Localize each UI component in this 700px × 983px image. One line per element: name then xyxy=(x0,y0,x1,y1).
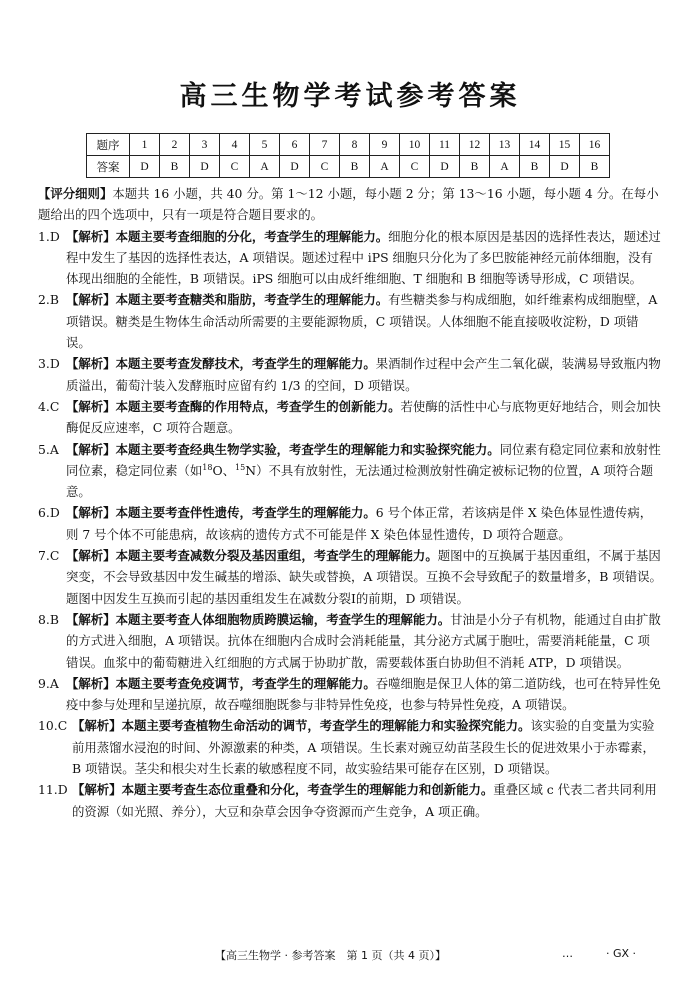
explanation-item-10 xyxy=(38,715,662,779)
footer-code: · GX · xyxy=(606,947,637,960)
answer-cell: B xyxy=(460,156,490,178)
footer-page-info: 【高三生物学 · 参考答案 第 1 页（共 4 页）】 xyxy=(215,949,446,962)
explanation-item-3 xyxy=(38,353,662,396)
answer-cell: B xyxy=(160,156,190,178)
answer-explanations xyxy=(38,183,662,822)
item-text: 细胞分化的根本原因是基因的选择性表达，题述过程中发生了基因的选择性表达，A 项错误。题述过程中 iPS 细胞只分化为了多巴胺能神经元前体细胞，没有体现出细胞的全能性，B 项错误。iPS 细胞可以由成纤维细胞、T 细胞和 B 细胞等诱导形成，C 项错误。 xyxy=(66,228,661,287)
answer-cell: A xyxy=(490,156,520,178)
question-number-cell: 15 xyxy=(550,134,580,156)
item-text: N）不具有放射性，无法通过检测放射性确定被标记物的位置，A 项符合题意。 xyxy=(66,462,654,500)
answer-cell: D xyxy=(550,156,580,178)
analysis-tag: 【解析】 xyxy=(66,611,116,627)
analysis-tag: 【解析】 xyxy=(66,228,116,244)
analysis-tag: 【解析】 xyxy=(66,292,116,308)
item-number: 3.D xyxy=(38,356,60,372)
explanation-item-5 xyxy=(38,439,662,503)
item-lead: 本题主要考查经典生物学实验，考查学生的理解能力和实验探究能力。 xyxy=(115,441,500,457)
item-lead: 本题主要考查免疫调节，考查学生的理解能力。 xyxy=(115,675,376,691)
item-number: 10.C xyxy=(38,718,68,734)
item-number: 5.A xyxy=(38,441,59,457)
explanation-item-6 xyxy=(38,502,662,545)
item-text: 果酒制作过程中会产生二氧化碳，装满易导致瓶内物质溢出，葡萄汁装入发酵瓶时应留有约 1/3 的空间，D 项错误。 xyxy=(66,356,661,393)
item-text: 甘油是小分子有机物，能通过自由扩散的方式进入细胞，A 项错误。抗体在细胞内合成时会消耗能量，其分泌方式属于胞吐，需要消耗能量，C 项错误。血浆中的葡萄糖进入红细胞的方式属于协助扩散，需要载体蛋白协助但不消耗 ATP，D 项错误。 xyxy=(66,611,661,670)
question-number-cell: 13 xyxy=(490,134,520,156)
item-lead: 本题主要考查减数分裂及基因重组，考查学生的理解能力。 xyxy=(115,548,438,564)
question-number-cell: 9 xyxy=(370,134,400,156)
analysis-tag: 【解析】 xyxy=(66,675,116,691)
answer-cell: A xyxy=(370,156,400,178)
item-number: 11.D xyxy=(38,782,68,798)
footer-dots: … xyxy=(562,947,573,960)
item-number: 8.B xyxy=(38,611,59,627)
analysis-tag: 【解析】 xyxy=(66,398,116,414)
question-number-cell: 10 xyxy=(400,134,430,156)
item-text: 若使酶的活性中心与底物更好地结合，则会加快酶促反应速率，C 项符合题意。 xyxy=(66,398,661,436)
explanation-item-2 xyxy=(38,289,662,353)
item-lead: 本题主要考查酶的作用特点，考查学生的创新能力。 xyxy=(115,398,401,414)
question-number-cell: 6 xyxy=(280,134,310,156)
isotope-mass-number: 15 xyxy=(235,462,246,472)
item-number: 7.C xyxy=(38,548,60,564)
explanation-item-4 xyxy=(38,396,662,439)
item-text: 吞噬细胞是保卫人体的第二道防线，也可在特异性免疫中参与处理和呈递抗原，故吞噬细胞既参与非特异性免疫，也参与特异性免疫，A 项错误。 xyxy=(66,675,661,713)
row-label-question-number: 题序 xyxy=(87,134,130,156)
question-number-cell: 7 xyxy=(310,134,340,156)
item-number: 9.A xyxy=(38,675,59,691)
answer-table xyxy=(86,133,610,178)
scoring-rules xyxy=(38,183,662,226)
scoring-label: 【评分细则】 xyxy=(38,186,113,201)
answer-cell: B xyxy=(340,156,370,178)
analysis-tag: 【解析】 xyxy=(66,356,116,372)
analysis-tag: 【解析】 xyxy=(66,548,116,564)
analysis-tag: 【解析】 xyxy=(66,505,116,521)
answer-cell: C xyxy=(400,156,430,178)
question-number-cell: 8 xyxy=(340,134,370,156)
answer-cell: C xyxy=(220,156,250,178)
analysis-tag: 【解析】 xyxy=(72,782,122,798)
item-lead: 本题主要考查糖类和脂肪，考查学生的理解能力。 xyxy=(115,292,389,308)
item-lead: 本题主要考查生态位重叠和分化，考查学生的理解能力和创新能力。 xyxy=(121,782,494,798)
item-lead: 本题主要考查植物生命活动的调节，考查学生的理解能力和实验探究能力。 xyxy=(121,718,531,734)
question-number-cell: 3 xyxy=(190,134,220,156)
row-label-answer: 答案 xyxy=(87,156,130,178)
explanation-item-7 xyxy=(38,545,662,609)
scoring-text: 本题共 16 小题，共 40 分。第 1～12 小题，每小题 2 分；第 13～16 小题，每小题 4 分。在每小题给出的四个选项中，只有一项是符合题目要求的。 xyxy=(38,186,659,223)
question-number-cell: 12 xyxy=(460,134,490,156)
item-lead: 本题主要考查发酵技术，考查学生的理解能力。 xyxy=(115,356,376,372)
item-text: O、 xyxy=(212,462,236,478)
question-number-cell: 16 xyxy=(580,134,610,156)
item-text: 该实验的自变量为实验前用蒸馏水浸泡的时间、外源激素的种类，A 项错误。生长素对豌豆幼苗茎段生长的促进效果小于赤霉素，B 项错误。茎尖和根尖对生长素的敏感程度不同，故实验结果可能存在区别，D 项错误。 xyxy=(72,718,655,777)
answer-cell: C xyxy=(310,156,340,178)
item-number: 4.C xyxy=(38,398,60,414)
question-number-cell: 11 xyxy=(430,134,460,156)
item-number: 6.D xyxy=(38,505,60,521)
question-number-cell: 14 xyxy=(520,134,550,156)
question-number-cell: 2 xyxy=(160,134,190,156)
item-lead: 本题主要考查人体细胞物质跨膜运输，考查学生的理解能力。 xyxy=(115,611,451,627)
answer-cell: A xyxy=(250,156,280,178)
item-text: 题图中的互换属于基因重组，不属于基因突变，不会导致基因中发生碱基的增添、缺失或替换，A 项错误。互换不会导致配子的数量增多，B 项错误。题图中因发生互换而引起的基因重组发生在减数分裂Ⅰ的前期，D 项错误。 xyxy=(66,548,662,606)
answer-cell: D xyxy=(130,156,160,178)
item-text: 同位素有稳定同位素和放射性同位素，稳定同位素（如 xyxy=(66,441,661,478)
answer-cell: B xyxy=(580,156,610,178)
item-lead: 本题主要考查伴性遗传，考查学生的理解能力。 xyxy=(115,505,376,521)
item-lead: 本题主要考查细胞的分化，考查学生的理解能力。 xyxy=(115,228,389,244)
answer-cell: D xyxy=(430,156,460,178)
table-row-answers xyxy=(87,156,610,178)
page-title: 高三生物学考试参考答案 xyxy=(179,81,521,112)
question-number-cell: 1 xyxy=(130,134,160,156)
answer-cell: B xyxy=(520,156,550,178)
item-text: 重叠区域 c 代表二者共同利用的资源（如光照、养分），大豆和杂草会因争夺资源而产生竞争，A 项正确。 xyxy=(72,782,657,819)
explanation-item-1 xyxy=(38,226,662,290)
question-number-cell: 5 xyxy=(250,134,280,156)
question-number-cell: 4 xyxy=(220,134,250,156)
answer-cell: D xyxy=(190,156,220,178)
isotope-mass-number: 18 xyxy=(202,462,213,472)
item-text: 6 号个体正常，若该病是伴 X 染色体显性遗传病，则 7 号个体不可能患病，故该病的遗传方式不可能是伴 X 染色体显性遗传，D 项符合题意。 xyxy=(66,505,653,542)
item-number: 1.D xyxy=(38,228,60,244)
answer-cell: D xyxy=(280,156,310,178)
analysis-tag: 【解析】 xyxy=(66,441,116,457)
explanation-item-11 xyxy=(38,779,662,822)
explanation-item-8 xyxy=(38,609,662,673)
item-number: 2.B xyxy=(38,292,59,308)
item-text: 有些糖类参与构成细胞，如纤维素构成细胞壁，A 项错误。糖类是生物体生命活动所需要的主要能源物质，C 项错误。人体细胞不能直接吸收淀粉，D 项错误。 xyxy=(66,292,658,351)
analysis-tag: 【解析】 xyxy=(72,718,122,734)
explanation-item-9 xyxy=(38,673,662,716)
table-row-question-numbers xyxy=(87,134,610,156)
